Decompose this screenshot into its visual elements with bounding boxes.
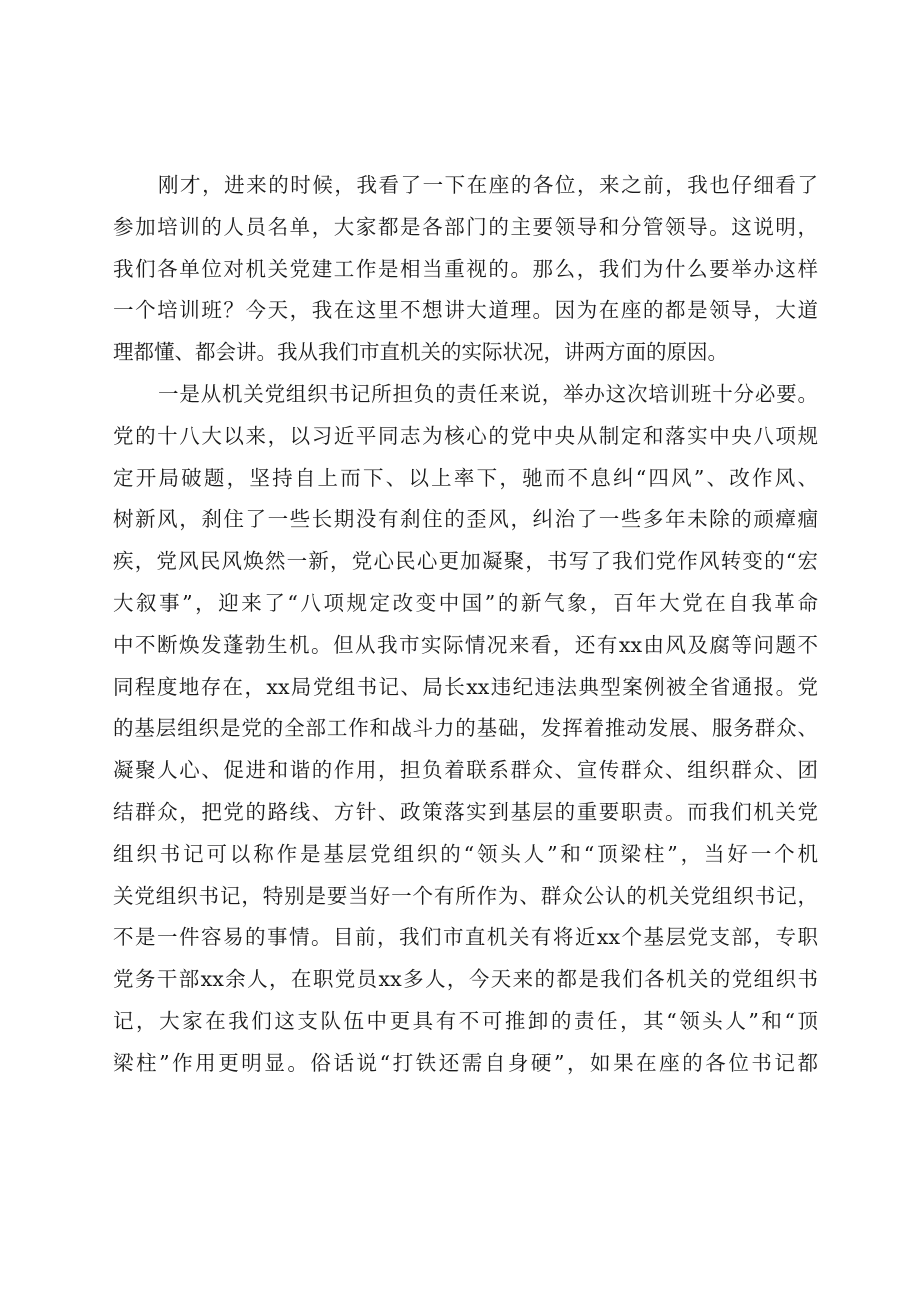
- paragraph-2-line-8: 同程度地存在，xx局党组书记、局长xx违纪违法典型案例被全省通报。党: [113, 674, 818, 699]
- paragraph-2-line-1: 一是从机关党组织书记所担负的责任来说，举办这次培训班十分必要。: [158, 381, 818, 406]
- paragraph-2-line-17: 梁柱”作用更明显。俗话说“打铁还需自身硬”，如果在座的各位书记都: [113, 1050, 818, 1075]
- paragraph-2-line-14: 不是一件容易的事情。目前，我们市直机关有将近xx个基层党支部，专职: [113, 925, 818, 950]
- paragraph-2-line-5: 疾，党风民风焕然一新，党心民心更加凝聚，书写了我们党作风转变的“宏: [113, 549, 818, 574]
- paragraph-1-line-2: 参加培训的人员名单，大家都是各部门的主要领导和分管领导。这说明，: [113, 214, 818, 239]
- paragraph-2-line-9: 的基层组织是党的全部工作和战斗力的基础，发挥着推动发展、服务群众、: [113, 716, 818, 741]
- paragraph-2-line-13: 关党组织书记，特别是要当好一个有所作为、群众公认的机关党组织书记，: [113, 883, 818, 908]
- paragraph-1-line-3: 我们各单位对机关党建工作是相当重视的。那么，我们为什么要举办这样: [113, 256, 818, 281]
- paragraph-2-line-3: 定开局破题，坚持自上而下、以上率下，驰而不息纠“四风”、改作风、: [113, 465, 818, 490]
- paragraph-2-line-6: 大叙事”，迎来了“八项规定改变中国”的新气象，百年大党在自我革命: [113, 590, 818, 615]
- paragraph-2-line-4: 树新风，刹住了一些长期没有刹住的歪风，纠治了一些多年未除的顽瘴痼: [113, 507, 818, 532]
- paragraph-2-line-2: 党的十八大以来，以习近平同志为核心的党中央从制定和落实中央八项规: [113, 423, 818, 448]
- paragraph-2-line-11: 结群众，把党的路线、方针、政策落实到基层的重要职责。而我们机关党: [113, 799, 818, 824]
- document-body: [113, 165, 818, 1085]
- paragraph-2-line-15: 党务干部xx余人，在职党员xx多人，今天来的都是我们各机关的党组织书: [113, 967, 818, 992]
- paragraph-1-line-4: 一个培训班？今天，我在这里不想讲大道理。因为在座的都是领导，大道: [113, 298, 818, 323]
- paragraph-2-line-10: 凝聚人心、促进和谐的作用，担负着联系群众、宣传群众、组织群众、团: [113, 758, 818, 783]
- paragraph-1-line-5: 理都懂、都会讲。我从我们市直机关的实际状况，讲两方面的原因。: [113, 340, 728, 365]
- paragraph-1-line-1: 刚才，进来的时候，我看了一下在座的各位，来之前，我也仔细看了: [158, 173, 818, 197]
- paragraph-2-line-12: 组织书记可以称作是基层党组织的“领头人”和“顶梁柱”，当好一个机: [113, 841, 818, 866]
- paragraph-2-line-16: 记，大家在我们这支队伍中更具有不可推卸的责任，其“领头人”和“顶: [113, 1008, 818, 1033]
- paragraph-2-line-7: 中不断焕发蓬勃生机。但从我市实际情况来看，还有xx由风及腐等问题不: [113, 632, 818, 657]
